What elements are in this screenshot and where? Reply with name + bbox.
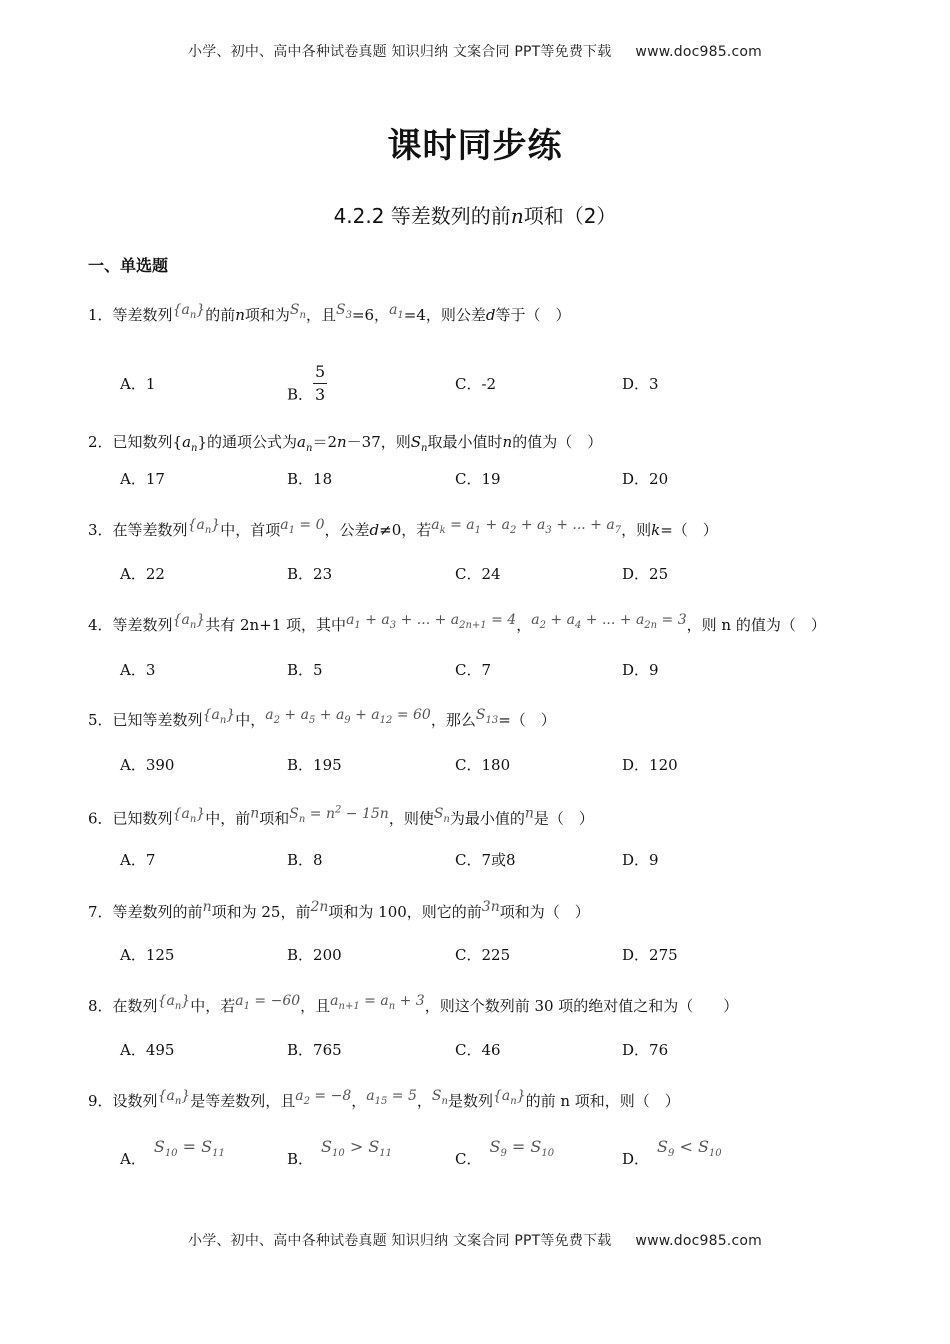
option-a[interactable]: A．7 [120, 851, 156, 869]
page-title: 课时同步练 [387, 126, 563, 166]
option-d[interactable]: D．25 [622, 565, 669, 583]
question-5: 5．已知等差数列$\{a_n\}$中，$a_2 + a_5 + a_9 + a_{12} = 60$，那么$S_{13}=$（ ） [88, 707, 556, 729]
question-3: 3．在等差数列$\{a_n\}$中，首项$a_1 = 0$，公差d≠0，若$a_k = a_1 + a_2 + a_3$ + ... + $a_7$，则k=（ ） [88, 517, 718, 539]
option-b[interactable]: B．23 [287, 565, 333, 583]
option-c[interactable]: C．19 [455, 470, 501, 488]
banner-text: 小学、初中、高中各种试卷真题 知识归纳 文案合同 PPT等免费下载 [188, 1233, 612, 1249]
option-b[interactable]: B．765 [287, 1041, 342, 1059]
question-2: 2．已知数列$\{a_n\}$的通项公式为$a_n=2n-37$，则$S_n$取最小值时n的值为（ ） [88, 433, 603, 454]
header-banner [0, 41, 950, 61]
question-6: 6．已知数列$\{a_n\}$中，前n项和$S_n = n^2 - 15n$，则使$S_n$为最小值的n是（ ） [88, 804, 594, 828]
option-b[interactable]: B．5 [287, 661, 323, 679]
option-a[interactable]: A．1 [120, 375, 156, 393]
question-9: 9．设数列$\{a_n\}$是等差数列，且$a_2 = -8$，$a_{15} = 5$，$S_n$是数列$\{a_n\}$的前 n 项和，则（ ） [88, 1088, 680, 1110]
option-b[interactable]: B．195 [287, 756, 342, 774]
option-d[interactable]: D．20 [622, 470, 669, 488]
question-7: 7．等差数列的前n项和为 25，前2n项和为 100，则它的前3n项和为（ ） [88, 899, 590, 921]
question-1: 1．等差数列$\{a_n\}$的前n项和为$S_n$，且$S_3=6$，$a_1=4$，则公差d等于（ ） [88, 302, 571, 324]
option-d[interactable]: D．9 [622, 851, 659, 869]
option-a[interactable]: A．125 [120, 946, 175, 964]
option-c[interactable]: C．-2 [455, 375, 497, 393]
option-c[interactable]: C．$S_9 = S_{10}$ [455, 1137, 555, 1168]
option-d[interactable]: D．3 [622, 375, 659, 393]
question-8: 8．在数列$\{a_n\}$中，若$a_1 = -60$，且$a_{n+1} = a_n + 3$，则这个数列前 30 项的绝对值之和为（ ） [88, 993, 739, 1015]
banner-site-link[interactable]: www.doc985.com [635, 44, 762, 60]
page-subtitle: 4.2.2 等差数列的前n项和（2） [333, 204, 617, 228]
option-b[interactable]: B．18 [287, 470, 333, 488]
option-a[interactable]: A．3 [120, 661, 156, 679]
option-c[interactable]: C．46 [455, 1041, 501, 1059]
option-c[interactable]: C．7 [455, 661, 492, 679]
footer-banner [0, 1230, 950, 1250]
option-a[interactable]: A．390 [120, 756, 175, 774]
option-b[interactable]: B．200 [287, 946, 342, 964]
question-4: 4．等差数列$\{a_n\}$共有 2n+1 项，其中$a_1 + a_3$ + ... + $a_{2n+1} = 4$，$a_2 + a_4$ + ... + $a_{2n} = 3$，则 n 的值为（ ） [88, 612, 826, 634]
option-b[interactable]: B．8 [287, 851, 323, 869]
option-a[interactable]: A．495 [120, 1041, 175, 1059]
option-a[interactable]: A．22 [120, 565, 165, 583]
option-d[interactable]: D．$S_9 < S_{10}$ [622, 1137, 722, 1168]
option-a[interactable]: A．$S_{10} = S_{11}$ [120, 1137, 225, 1168]
section-heading: 一、单选题 [88, 256, 169, 275]
option-d[interactable]: D．275 [622, 946, 678, 964]
option-c[interactable]: C．24 [455, 565, 501, 583]
option-c[interactable]: C．180 [455, 756, 511, 774]
banner-site-link[interactable]: www.doc985.com [635, 1233, 762, 1249]
option-b[interactable]: B．$S_{10} > S_{11}$ [287, 1137, 393, 1168]
banner-text: 小学、初中、高中各种试卷真题 知识归纳 文案合同 PPT等免费下载 [188, 44, 612, 60]
option-c[interactable]: C．225 [455, 946, 511, 964]
fraction: $\frac{5}{3}$ [315, 362, 326, 404]
option-b[interactable]: B． $\frac{5}{3}$ [287, 362, 326, 404]
option-d[interactable]: D．76 [622, 1041, 669, 1059]
option-a[interactable]: A．17 [120, 470, 165, 488]
option-d[interactable]: D．9 [622, 661, 659, 679]
option-c[interactable]: C．7或8 [455, 851, 516, 869]
option-d[interactable]: D．120 [622, 756, 678, 774]
